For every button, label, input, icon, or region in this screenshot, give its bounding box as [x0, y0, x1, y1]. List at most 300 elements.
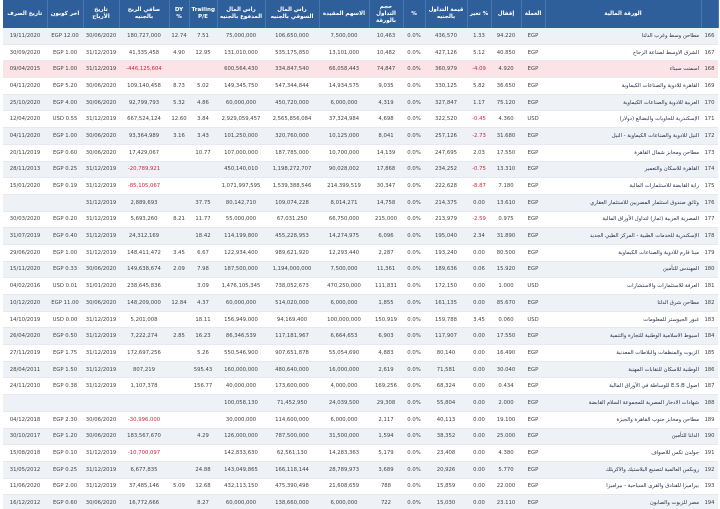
table-cell: 189 [701, 411, 718, 428]
table-cell: 38,352 [425, 428, 467, 445]
table-cell: 184 [701, 328, 718, 345]
table-cell: 0.00 [467, 411, 491, 428]
column-header[interactable]: إقفال [491, 0, 521, 28]
table-row[interactable] [3, 244, 718, 261]
table-cell: 214,375 [425, 194, 467, 211]
column-header[interactable]: قيمة التداول بالجنيه [425, 0, 467, 28]
security-name-link[interactable]: الدلتا للتأمين [545, 428, 701, 445]
table-cell: 5.09 [169, 478, 189, 495]
table-cell [3, 194, 47, 211]
table-row[interactable] [3, 328, 718, 345]
table-cell: 4.37 [189, 295, 217, 312]
table-cell [119, 395, 169, 412]
table-cell [47, 194, 83, 211]
table-cell: 10,125,000 [319, 128, 369, 145]
table-row[interactable] [3, 261, 718, 278]
table-cell: EGP [521, 461, 545, 478]
table-cell: 17,868 [369, 161, 403, 178]
table-cell: EGP [521, 478, 545, 495]
table-row[interactable] [3, 395, 718, 412]
column-header[interactable] [701, 0, 718, 28]
column-header[interactable]: تاريخ الأرباح [83, 0, 119, 28]
table-cell: 0.434 [491, 378, 521, 395]
table-cell: 183 [701, 311, 718, 328]
table-cell: EGP 0.33 [47, 261, 83, 278]
table-cell: 31/12/2019 [83, 244, 119, 261]
security-name-link[interactable]: القاهرة للاسكان والتعمير [545, 161, 701, 178]
table-cell: 1,071,997,595 [217, 178, 265, 195]
table-cell: 20,926 [425, 461, 467, 478]
stock-table [3, 0, 719, 509]
table-cell: 55,804 [425, 395, 467, 412]
column-header[interactable]: % [403, 0, 425, 28]
table-cell: 0.00 [467, 445, 491, 462]
table-cell [169, 411, 189, 428]
table-cell: 14,283,363 [319, 445, 369, 462]
table-cell: 222,628 [425, 178, 467, 195]
table-cell: 29/06/2020 [3, 244, 47, 261]
table-cell: 193 [701, 478, 718, 495]
table-cell: 17.550 [491, 328, 521, 345]
table-cell: 0.0% [403, 161, 425, 178]
table-cell: 0.00 [467, 278, 491, 295]
table-cell: USD [521, 111, 545, 128]
security-name-link[interactable]: النيل للادوية والصناعات الكيماوية - النيل [545, 128, 701, 145]
table-cell: USD [521, 278, 545, 295]
table-cell: 24.88 [189, 461, 217, 478]
security-name-link[interactable]: اسمنت سيناء [545, 61, 701, 78]
table-row[interactable] [3, 311, 718, 328]
table-cell: 172,150 [425, 278, 467, 295]
table-row[interactable] [3, 361, 718, 378]
table-cell: 20/11/2019 [3, 144, 47, 161]
security-name-link[interactable]: مطاحن شرق الدلتا [545, 295, 701, 312]
table-row[interactable] [3, 194, 718, 211]
table-cell: EGP [521, 194, 545, 211]
table-cell [189, 161, 217, 178]
table-cell: EGP 0.19 [47, 178, 83, 195]
table-cell [189, 61, 217, 78]
table-cell: 3.43 [189, 128, 217, 145]
table-cell: -2.73 [467, 128, 491, 145]
table-cell: 722 [369, 495, 403, 509]
table-cell: 67,031,250 [265, 211, 319, 228]
table-cell: 0.060 [491, 311, 521, 328]
table-cell: 28/11/2013 [3, 161, 47, 178]
table-cell: 10,700,000 [319, 144, 369, 161]
table-row[interactable] [3, 78, 718, 95]
table-cell: 31.680 [491, 128, 521, 145]
table-cell: 5.26 [189, 345, 217, 362]
table-cell: 37.75 [189, 194, 217, 211]
table-cell: 86,346,539 [217, 328, 265, 345]
column-header[interactable]: تاريخ الصرف [3, 0, 47, 28]
table-row[interactable] [3, 295, 718, 312]
table-cell: 12.84 [169, 295, 189, 312]
table-row[interactable] [3, 44, 718, 61]
table-cell: EGP [521, 445, 545, 462]
table-cell: 27/11/2019 [3, 345, 47, 362]
table-row[interactable] [3, 461, 718, 478]
table-cell: 2.09 [169, 261, 189, 278]
security-name-link[interactable]: المصرية العربية (ثمار) لتداول الأوراق المالية [545, 211, 701, 228]
table-cell: 0.00 [467, 378, 491, 395]
table-cell: 182 [701, 295, 718, 312]
table-cell: 187,785,000 [265, 144, 319, 161]
security-name-link[interactable]: روبكس العالمية لتصنيع البلاستيك والاكريلك [545, 461, 701, 478]
table-cell: 04/12/2018 [3, 411, 47, 428]
table-cell: 37,324,984 [319, 111, 369, 128]
table-row[interactable] [3, 445, 718, 462]
table-cell: 25.000 [491, 428, 521, 445]
table-cell: 100,000,000 [319, 311, 369, 328]
security-name-link[interactable]: اصول E.S.B للوساطة في الأوراق المالية [545, 378, 701, 395]
table-cell: 60,000,000 [217, 295, 265, 312]
column-header[interactable]: حجم التداول بالورقة [369, 0, 403, 28]
security-name-link[interactable]: جولدن تكس للاصواف [545, 445, 701, 462]
table-row[interactable] [3, 161, 718, 178]
table-row[interactable] [3, 178, 718, 195]
table-cell: EGP [521, 361, 545, 378]
table-row[interactable] [3, 478, 718, 495]
table-cell: 13,101,000 [319, 44, 369, 61]
table-cell: 28/04/2011 [3, 361, 47, 378]
table-cell: 30/06/2020 [83, 261, 119, 278]
table-cell: 7.180 [491, 178, 521, 195]
table-cell: 5,693,260 [119, 211, 169, 228]
table-cell: EGP 1.75 [47, 345, 83, 362]
table-cell: EGP [521, 495, 545, 509]
table-cell: 161,135 [425, 295, 467, 312]
column-header[interactable]: DY % [169, 0, 189, 28]
table-cell: 180,727,000 [119, 28, 169, 44]
table-cell: 193,240 [425, 244, 467, 261]
table-cell: 40,113 [425, 411, 467, 428]
table-cell: 80.500 [491, 244, 521, 261]
table-cell: 4.360 [491, 111, 521, 128]
table-cell: 450,140,010 [217, 161, 265, 178]
column-header[interactable]: Trailing P/E [189, 0, 217, 28]
table-cell: 187 [701, 378, 718, 395]
security-name-link[interactable]: غبور الجيوستر للمعلومات [545, 311, 701, 328]
security-name-link[interactable]: شهادات الادخار المصرية للمجموعة السلام القابضة [545, 395, 701, 412]
table-cell: 31/12/2019 [83, 445, 119, 462]
table-cell: 186 [701, 361, 718, 378]
table-cell: 31/12/2019 [83, 161, 119, 178]
table-cell: 436,570 [425, 28, 467, 44]
table-cell [169, 395, 189, 412]
table-cell: 12.60 [169, 111, 189, 128]
table-cell: 169,256 [369, 378, 403, 395]
column-header[interactable]: الاسهم المقيدة [319, 0, 369, 28]
table-cell: 117,907 [425, 328, 467, 345]
security-name-link[interactable]: وثائق صندوق استثمار المصريين للاستثمار العقاري [545, 194, 701, 211]
table-cell: 12.68 [189, 478, 217, 495]
table-cell: EGP 0.60 [47, 144, 83, 161]
table-row[interactable] [3, 378, 718, 395]
table-cell: 173 [701, 144, 718, 161]
security-name-link[interactable]: مينا فارم للادوية والصناعات الكيماوية [545, 244, 701, 261]
security-name-link[interactable]: الإسكندرية للحاويات والبضائع (دولار) [545, 111, 701, 128]
table-cell: 15/08/2018 [3, 445, 47, 462]
table-cell: EGP 0.20 [47, 211, 83, 228]
table-cell [169, 194, 189, 211]
table-cell: 100,058,130 [217, 395, 265, 412]
security-name-link[interactable]: بيراميزا للفنادق والقرى السياحية - بيراميزا [545, 478, 701, 495]
security-name-link[interactable]: العرفة للاستثمارات والاستشارات [545, 278, 701, 295]
table-cell: 172 [701, 128, 718, 145]
table-cell: 7.51 [189, 28, 217, 44]
security-name-link[interactable]: الوطنية للاسكان للنقابات المهنية [545, 361, 701, 378]
table-cell: EGP [521, 345, 545, 362]
table-cell: 14,274,975 [319, 228, 369, 245]
table-cell: EGP [521, 28, 545, 44]
table-cell: 0.00 [467, 244, 491, 261]
table-cell: 31/12/2019 [83, 178, 119, 195]
table-cell: 75,000,000 [217, 28, 265, 44]
table-cell: EGP [521, 61, 545, 78]
table-cell: 6,000,000 [319, 411, 369, 428]
table-cell: 432,113,150 [217, 478, 265, 495]
table-cell: 13.610 [491, 194, 521, 211]
table-cell [169, 461, 189, 478]
security-name-link[interactable]: مطاحن وسط وغرب الدلتا [545, 28, 701, 44]
table-cell: 94.220 [491, 28, 521, 44]
table-cell: 189,636 [425, 261, 467, 278]
table-cell [169, 61, 189, 78]
table-cell [189, 395, 217, 412]
table-cell: 62,561,130 [265, 445, 319, 462]
table-cell: 0.0% [403, 94, 425, 111]
table-cell: 171 [701, 111, 718, 128]
table-cell [83, 395, 119, 412]
table-cell: 3.45 [467, 311, 491, 328]
table-cell: 16,772,666 [119, 495, 169, 509]
table-cell: 14,934,575 [319, 78, 369, 95]
table-cell: 12.95 [189, 44, 217, 61]
table-row[interactable] [3, 411, 718, 428]
table-cell: -20,789,921 [119, 161, 169, 178]
security-name-link[interactable]: الزيوت والمنظفات والبلاطات المعدنية [545, 345, 701, 362]
table-cell: 04/11/2020 [3, 78, 47, 95]
table-cell: 2.85 [169, 328, 189, 345]
table-cell: 0.0% [403, 378, 425, 395]
table-cell: 19.100 [491, 411, 521, 428]
table-cell: 0.0% [403, 78, 425, 95]
table-cell: 60,000,000 [217, 495, 265, 509]
table-cell: 455,228,953 [265, 228, 319, 245]
column-header[interactable]: الورقة المالية [545, 0, 701, 28]
table-cell: 15,859 [425, 478, 467, 495]
table-cell: 10.77 [189, 144, 217, 161]
table-cell: 31/12/2019 [83, 44, 119, 61]
table-cell: 15,030 [425, 495, 467, 509]
column-header[interactable]: صافي الربح بالجنيه [119, 0, 169, 28]
table-cell: 93,364,989 [119, 128, 169, 145]
table-cell: 168 [701, 61, 718, 78]
security-name-link[interactable]: مصر للزيوت والصابون [545, 495, 701, 509]
table-cell: 2,929,059,457 [217, 111, 265, 128]
table-cell [169, 178, 189, 195]
table-cell: EGP [521, 328, 545, 345]
table-cell: 6,000,000 [319, 495, 369, 509]
table-cell: -10,700,097 [119, 445, 169, 462]
table-cell: 31/12/2019 [83, 194, 119, 211]
table-cell: 37,485,146 [119, 478, 169, 495]
table-row[interactable] [3, 495, 718, 509]
table-cell: 2.03 [467, 144, 491, 161]
table-cell: 187,500,000 [217, 261, 265, 278]
table-row[interactable] [3, 278, 718, 295]
security-name-link[interactable]: مطاحن ومخابز جنوب القاهرة والجيزة [545, 411, 701, 428]
table-cell: 475,390,498 [265, 478, 319, 495]
table-cell: 3.84 [189, 111, 217, 128]
table-cell: 156,949,000 [217, 311, 265, 328]
table-row[interactable] [3, 94, 718, 111]
security-name-link[interactable]: الشرق الاوسط لصناعة الزجاج [545, 44, 701, 61]
table-cell: 40.850 [491, 44, 521, 61]
table-cell: 10,482 [369, 44, 403, 61]
table-cell: 4,883 [369, 345, 403, 362]
table-cell: 0.00 [467, 461, 491, 478]
table-cell: 8.27 [189, 495, 217, 509]
table-cell: 150,919 [369, 311, 403, 328]
table-cell: 21,608,659 [319, 478, 369, 495]
table-row[interactable] [3, 28, 718, 44]
table-cell: 15/11/2020 [3, 261, 47, 278]
table-cell: 3.45 [169, 244, 189, 261]
security-name-link[interactable]: العربية للادوية والصناعات الكيماوية [545, 94, 701, 111]
table-cell: 31/12/2019 [83, 478, 119, 495]
table-row[interactable] [3, 61, 718, 78]
column-header[interactable]: تغير % [467, 0, 491, 28]
table-cell: 2,117 [369, 411, 403, 428]
table-cell: EGP [521, 211, 545, 228]
table-row[interactable] [3, 228, 718, 245]
table-cell: 550,546,900 [217, 345, 265, 362]
security-name-link[interactable]: اسيوط الاسلامية الوطنية للتجارة والتنمية [545, 328, 701, 345]
table-cell: 31/12/2019 [83, 378, 119, 395]
table-cell: 29,308 [369, 395, 403, 412]
table-cell: EGP 0.50 [47, 328, 83, 345]
security-name-link[interactable]: القاهرة للادوية والصناعات الكيماوية [545, 78, 701, 95]
table-cell: 31/12/2019 [83, 328, 119, 345]
table-cell: 15/01/2020 [3, 178, 47, 195]
table-cell: EGP 4.00 [47, 94, 83, 111]
table-cell: EGP [521, 395, 545, 412]
table-row[interactable] [3, 211, 718, 228]
table-cell: 2,619 [369, 361, 403, 378]
table-cell: 156.77 [189, 378, 217, 395]
table-cell: USD 0.00 [47, 311, 83, 328]
table-cell: 330,125 [425, 78, 467, 95]
table-cell: EGP 0.40 [47, 228, 83, 245]
table-cell: 30.040 [491, 361, 521, 378]
table-cell: 788 [369, 478, 403, 495]
table-cell: EGP [521, 244, 545, 261]
table-cell: 0.0% [403, 328, 425, 345]
table-cell: 0.0% [403, 495, 425, 509]
table-cell: 174 [701, 161, 718, 178]
table-cell: 4.86 [189, 94, 217, 111]
security-name-link[interactable]: المهندس للتأمين [545, 261, 701, 278]
security-name-link[interactable]: راية القابضة للاستثمارات المالية [545, 178, 701, 195]
table-cell [169, 278, 189, 295]
table-cell: 14,139 [369, 144, 403, 161]
table-cell: EGP 12.00 [47, 28, 83, 44]
security-name-link[interactable]: مطاحن ومخابز شمال القاهرة [545, 144, 701, 161]
table-cell [169, 378, 189, 395]
column-header[interactable]: راس المال المدفوع بالجنيه [217, 0, 265, 28]
table-cell: 234,252 [425, 161, 467, 178]
table-cell: 13.310 [491, 161, 521, 178]
table-cell [3, 395, 47, 412]
column-header[interactable]: راس المال السوقي بالجنيه [265, 0, 319, 28]
table-cell: 5.02 [189, 78, 217, 95]
table-row[interactable] [3, 128, 718, 145]
table-cell: 75.120 [491, 94, 521, 111]
table-cell: 0.0% [403, 178, 425, 195]
table-cell: 12.74 [169, 28, 189, 44]
table-cell: 0.0% [403, 211, 425, 228]
table-cell: 55,054,690 [319, 345, 369, 362]
table-cell: 3.09 [189, 278, 217, 295]
table-cell: 30/06/2020 [83, 295, 119, 312]
table-cell: 191 [701, 445, 718, 462]
table-row[interactable] [3, 144, 718, 161]
table-row[interactable] [3, 428, 718, 445]
table-cell: 214,399,519 [319, 178, 369, 195]
table-cell: 7,500,000 [319, 28, 369, 44]
table-cell: 114,199,800 [217, 228, 265, 245]
table-cell: 23,408 [425, 445, 467, 462]
table-cell: 85.670 [491, 295, 521, 312]
table-cell: 4.29 [189, 428, 217, 445]
table-cell: 2.000 [491, 395, 521, 412]
column-header[interactable]: العملة [521, 0, 545, 28]
table-cell: 8,041 [369, 128, 403, 145]
table-cell: 8.73 [169, 78, 189, 95]
table-cell: 1.000 [491, 278, 521, 295]
table-cell: 143,049,865 [217, 461, 265, 478]
table-cell: 0.975 [491, 211, 521, 228]
table-cell: 1,198,272,707 [265, 161, 319, 178]
table-cell: 2,889,693 [119, 194, 169, 211]
table-cell: EGP 1.20 [47, 428, 83, 445]
table-cell: 16/12/2012 [3, 495, 47, 509]
table-cell: 148,411,472 [119, 244, 169, 261]
table-cell: 185 [701, 345, 718, 362]
table-cell: 0.00 [467, 345, 491, 362]
table-cell: 0.0% [403, 128, 425, 145]
table-cell: 18.42 [189, 228, 217, 245]
table-cell [47, 395, 83, 412]
table-cell: 60,000,000 [217, 94, 265, 111]
table-cell: 0.0% [403, 111, 425, 128]
table-cell: 183,567,670 [119, 428, 169, 445]
table-cell: 192 [701, 461, 718, 478]
column-header[interactable]: اخر كوبون [47, 0, 83, 28]
table-cell: 74,847 [369, 61, 403, 78]
table-cell: 0.00 [467, 295, 491, 312]
table-cell: 6,096 [369, 228, 403, 245]
security-name-link[interactable]: الإسكندرية للخدمات الطبية - المركز الطبي الجديد [545, 228, 701, 245]
table-cell: 18.11 [189, 311, 217, 328]
table-row[interactable] [3, 111, 718, 128]
table-cell: 138,660,000 [265, 495, 319, 509]
table-cell: 180 [701, 261, 718, 278]
table-row[interactable] [3, 345, 718, 362]
